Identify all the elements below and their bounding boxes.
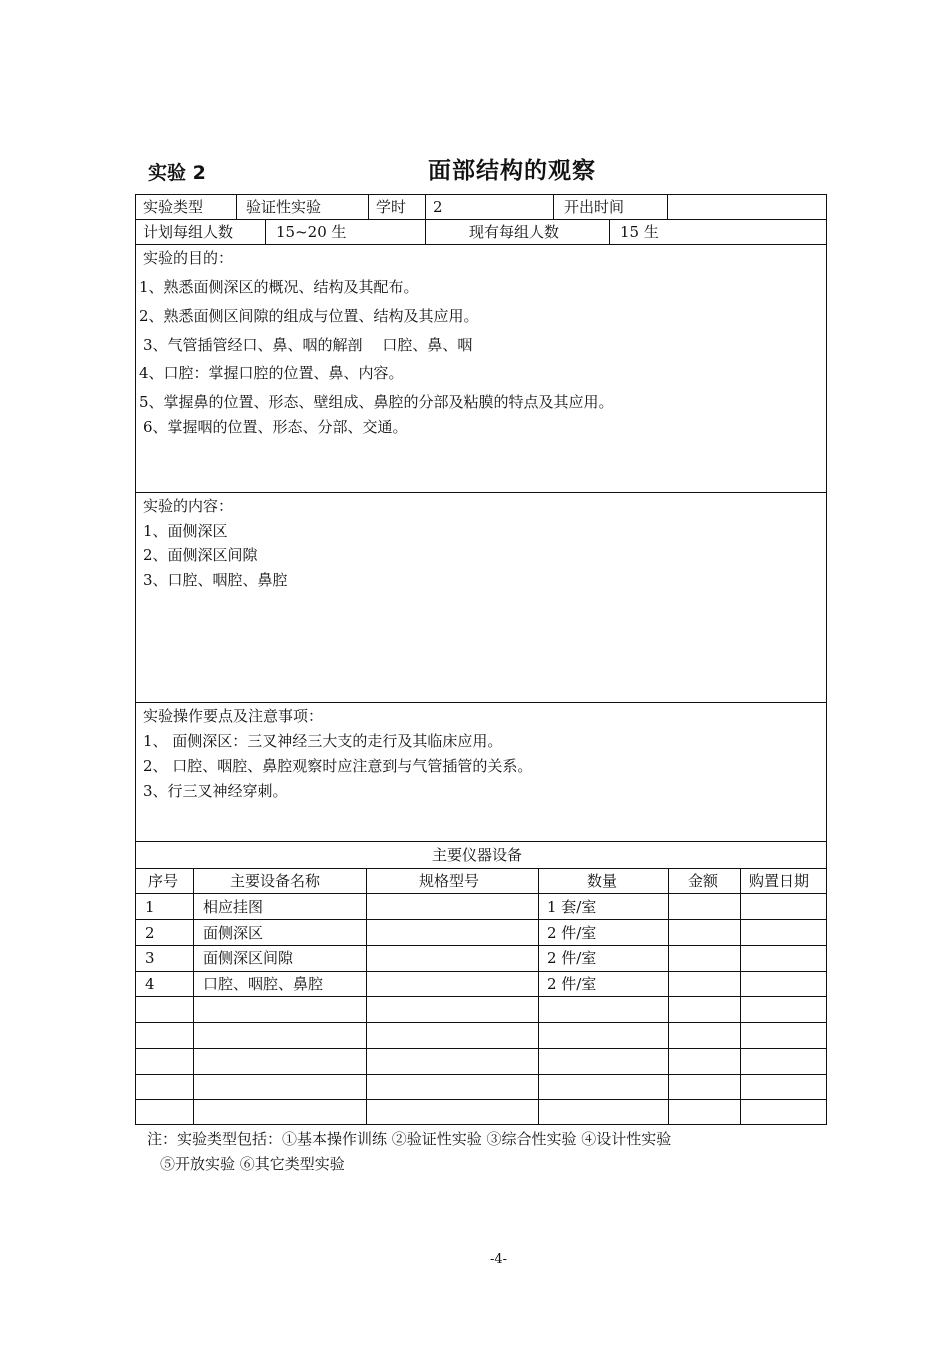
cell-name: 相应挂图 [203,898,264,916]
planned-label: 计划每组人数 [143,223,234,241]
purpose-item: 5、掌握鼻的位置、形态、壁组成、鼻腔的分部及粘膜的特点及其应用。 [139,393,614,411]
footnote-line: 注：实验类型包括：①基本操作训练 ②验证性实验 ③综合性实验 ④设计性实验 [147,1130,672,1148]
column-header: 数量 [587,872,618,890]
content-item: 1、面侧深区 [143,522,228,540]
purpose-item: 1、熟悉面侧深区的概况、结构及其配布。 [139,278,419,296]
column-header: 购置日期 [749,872,810,890]
content-heading: 实验的内容： [143,497,234,515]
col-divider [740,868,741,1124]
content-item: 2、面侧深区间隙 [143,546,258,564]
planned-value: 15~20 生 [276,223,347,241]
current-label: 现有每组人数 [469,223,560,241]
row-divider [136,868,826,869]
cell-name: 口腔、咽腔、鼻腔 [203,975,324,993]
row-divider [136,971,826,972]
cell-index: 2 [145,924,155,942]
page-number: -4- [490,1252,508,1267]
col-divider [667,195,668,219]
purpose-item: 6、掌握咽的位置、形态、分部、交通。 [143,418,408,436]
notes-item: 1、 面侧深区：三叉神经三大支的走行及其临床应用。 [143,732,503,750]
col-divider [368,195,369,219]
col-divider [425,195,426,219]
hours-label: 学时 [376,198,407,216]
row-divider [136,945,826,946]
row-divider [136,219,826,220]
column-header: 金额 [688,872,719,890]
row-divider [136,1074,826,1075]
col-divider [553,195,554,219]
row-divider [136,841,826,842]
row-divider [136,492,826,493]
purpose-heading: 实验的目的： [143,249,234,267]
hours-value: 2 [433,198,443,216]
column-header: 规格型号 [419,872,480,890]
col-divider [668,868,669,1124]
column-header: 主要设备名称 [230,872,321,890]
cell-index: 3 [145,949,155,967]
current-value: 15 生 [620,223,659,241]
row-divider [136,1048,826,1049]
type-label: 实验类型 [143,198,204,216]
cell-quantity: 2 件/室 [547,924,597,942]
col-divider [236,195,237,219]
row-divider [136,996,826,997]
content-item: 3、口腔、咽腔、鼻腔 [143,571,288,589]
row-divider [136,702,826,703]
type-value: 验证性实验 [246,198,322,216]
col-divider [193,868,194,1124]
page-title: 面部结构的观察 [428,158,596,184]
cell-name: 面侧深区 [203,924,264,942]
col-divider [425,219,426,244]
cell-index: 4 [145,975,155,993]
notes-heading: 实验操作要点及注意事项： [143,707,324,725]
row-divider [136,1022,826,1023]
purpose-item: 4、口腔：掌握口腔的位置、鼻、内容。 [139,364,404,382]
column-header: 序号 [148,872,179,890]
purpose-item: 3、气管插管经口、鼻、咽的解剖 口腔、鼻、咽 [143,336,473,354]
row-divider [136,919,826,920]
row-divider [136,1099,826,1100]
cell-index: 1 [145,898,155,916]
open-time-label: 开出时间 [564,198,625,216]
notes-item: 3、行三叉神经穿刺。 [143,782,288,800]
row-divider [136,244,826,245]
experiment-number: 实验 2 [148,162,206,184]
col-divider [538,868,539,1124]
cell-quantity: 1 套/室 [547,898,597,916]
footnote-line: ⑤开放实验 ⑥其它类型实验 [160,1155,345,1173]
cell-quantity: 2 件/室 [547,975,597,993]
cell-quantity: 2 件/室 [547,949,597,967]
col-divider [366,868,367,1124]
row-divider [136,893,826,894]
equipment-title: 主要仪器设备 [432,846,523,864]
col-divider [609,219,610,244]
notes-item: 2、 口腔、咽腔、鼻腔观察时应注意到与气管插管的关系。 [143,757,533,775]
purpose-item: 2、熟悉面侧区间隙的组成与位置、结构及其应用。 [139,307,479,325]
experiment-form-table [135,194,827,1125]
col-divider [265,219,266,244]
cell-name: 面侧深区间隙 [203,949,294,967]
